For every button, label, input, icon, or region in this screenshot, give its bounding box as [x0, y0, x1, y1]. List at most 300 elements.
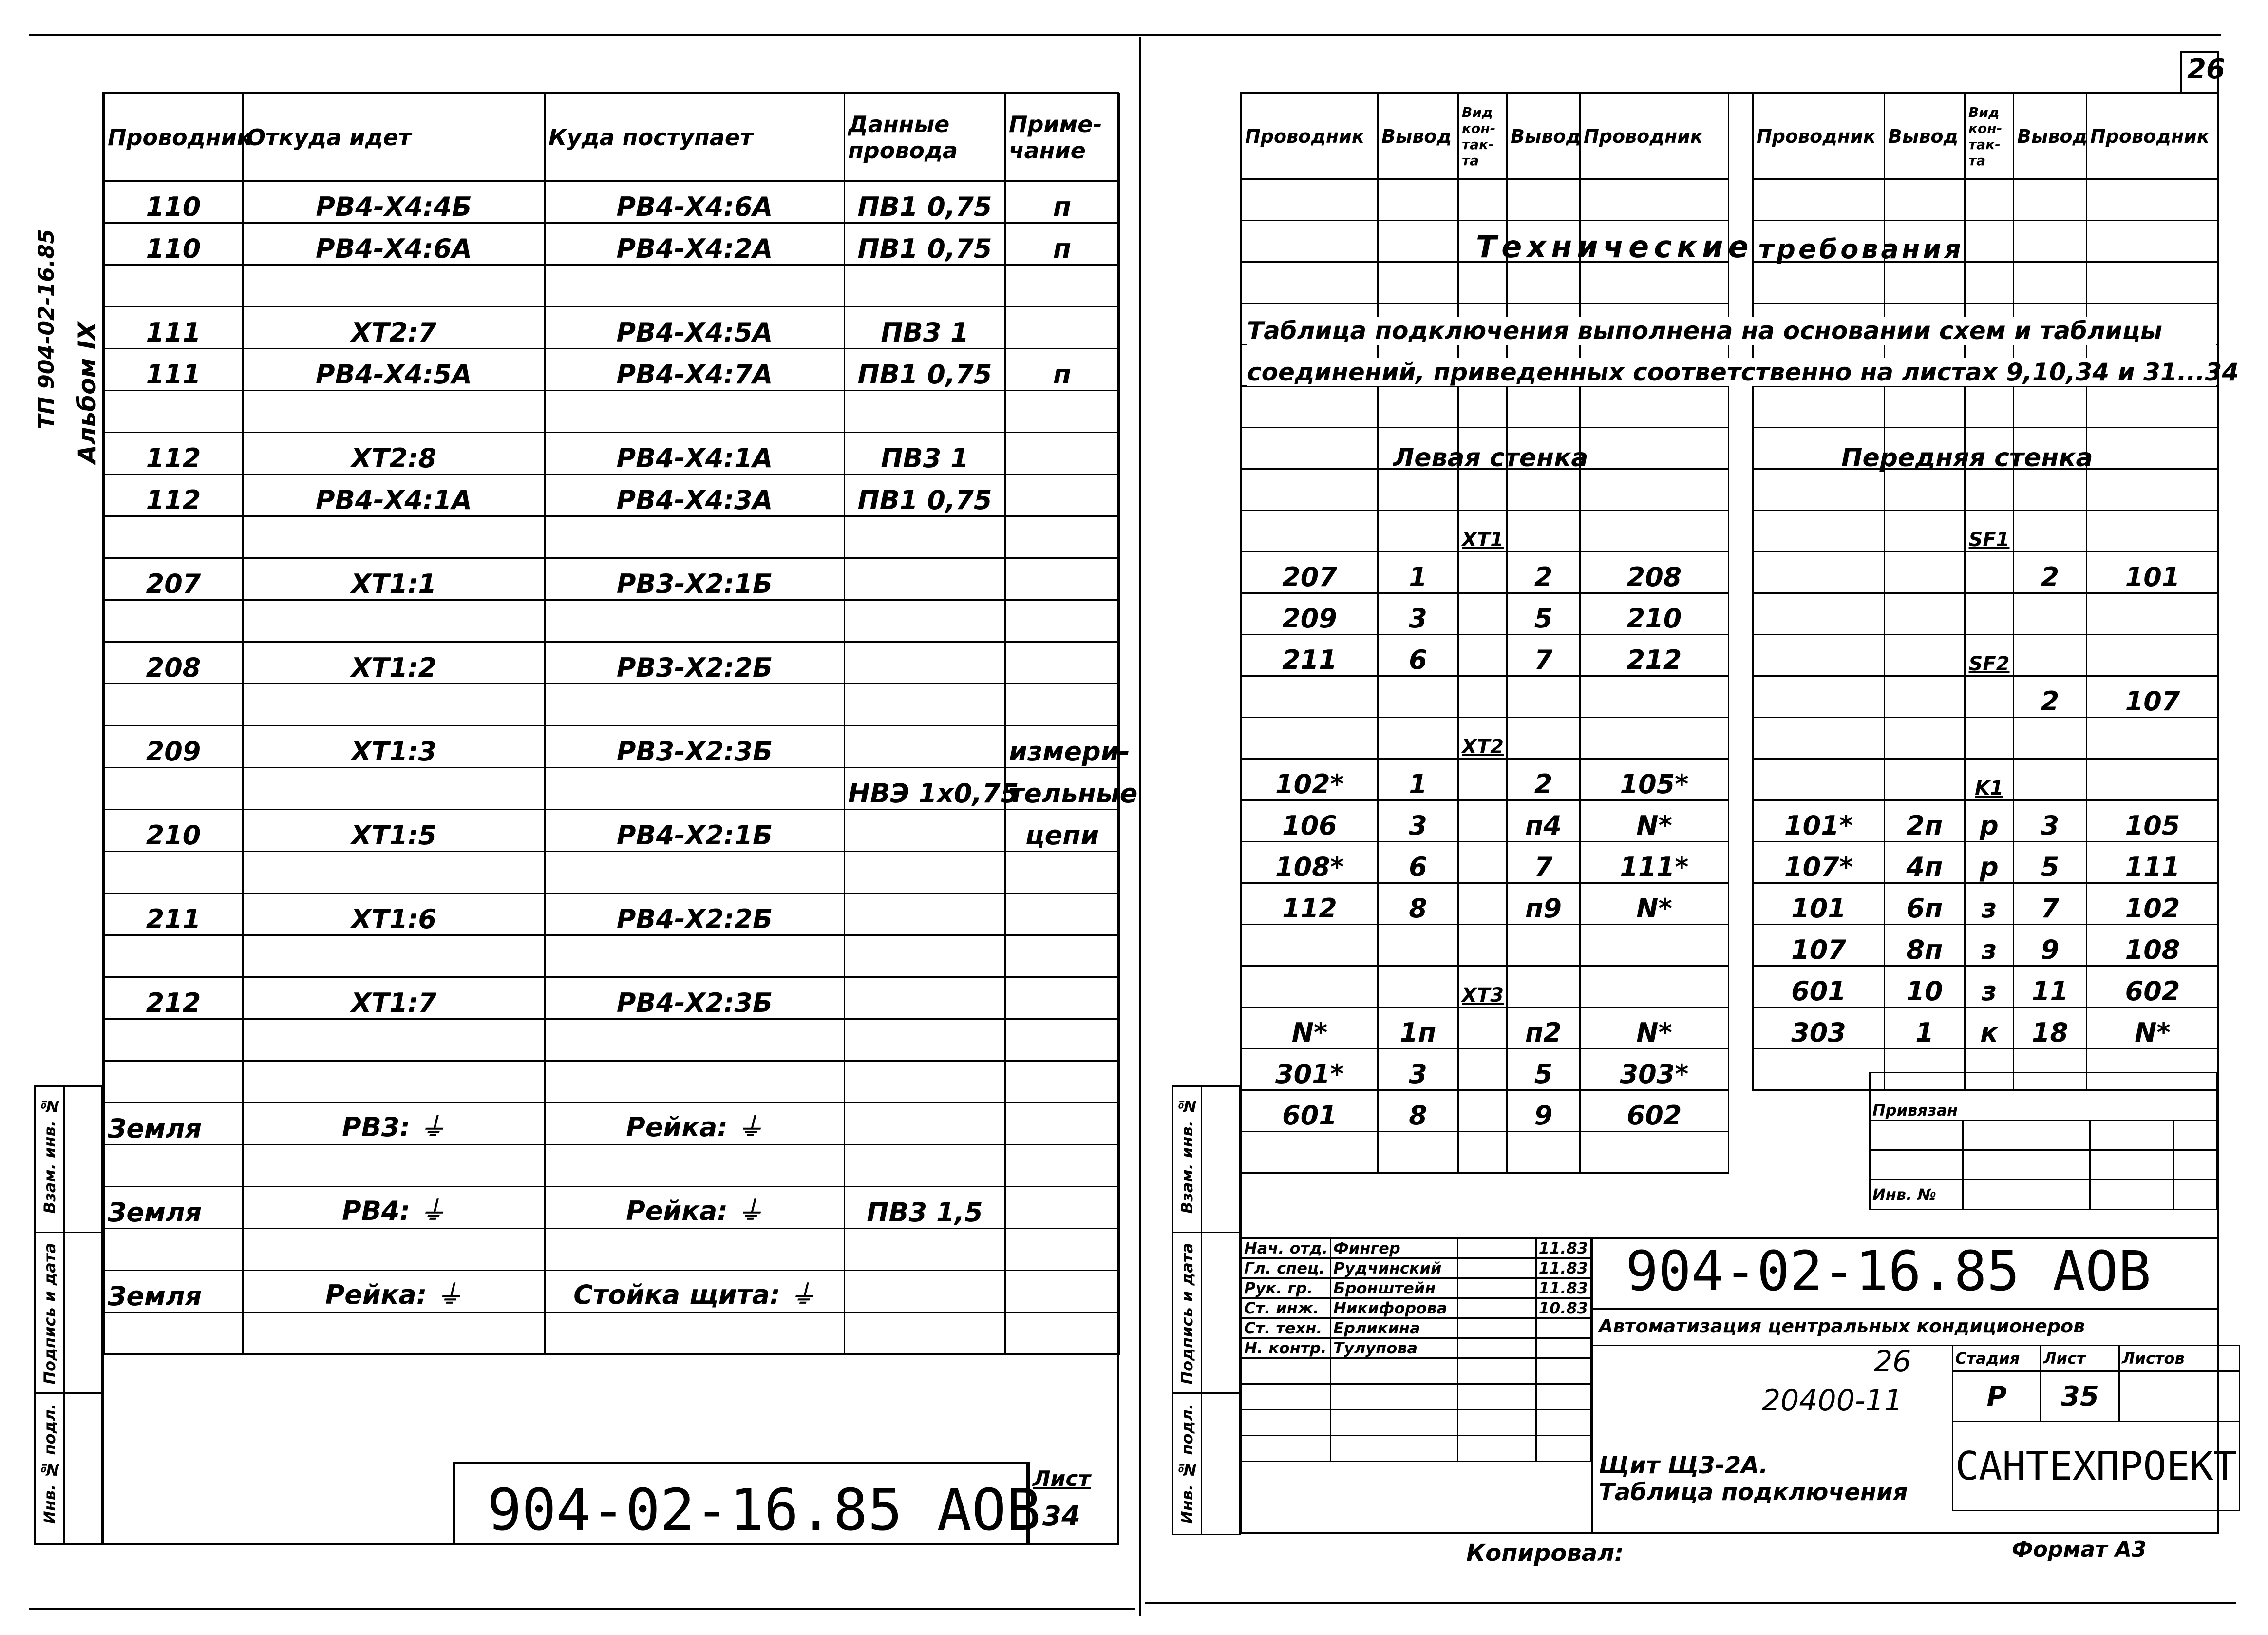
- cell: [1580, 676, 1729, 718]
- cell: [243, 852, 545, 894]
- cell: 303: [1753, 1008, 1885, 1049]
- cell: 107: [2087, 676, 2219, 718]
- sheets-header: Листов: [2119, 1346, 2240, 1371]
- cell: [1580, 718, 1729, 759]
- signer-role: Рук. гр.: [1242, 1278, 1331, 1298]
- cell: [1753, 386, 1885, 428]
- cell: [1753, 718, 1885, 759]
- cell: 210: [104, 810, 243, 852]
- cell: [845, 1229, 1005, 1271]
- table-row: [1242, 966, 1729, 1008]
- cell: Земля: [104, 1271, 243, 1312]
- left-sheet-label: Лист: [1033, 1466, 1091, 1491]
- cell: [1458, 842, 1507, 883]
- cell: 601: [1242, 1090, 1378, 1132]
- cell: 108: [2087, 925, 2219, 966]
- cell: ХТ1: [1458, 511, 1507, 552]
- cell: [845, 1271, 1005, 1312]
- sheets-value: [2119, 1371, 2240, 1422]
- cell: [1753, 469, 1885, 511]
- signer-sign: [1458, 1258, 1536, 1278]
- cell: ХТ1:3: [243, 726, 545, 768]
- cell: 602: [1580, 1090, 1729, 1132]
- signer-name: Фингер: [1331, 1238, 1458, 1258]
- cell: Стойка щита: ⏚: [545, 1271, 845, 1312]
- cell: [243, 265, 545, 307]
- cell: [545, 852, 845, 894]
- stage-header: Стадия: [1953, 1346, 2041, 1371]
- cell: [1378, 966, 1458, 1008]
- cell: [1242, 1358, 1331, 1384]
- title-line-2: Таблица подключения: [1599, 1479, 1908, 1506]
- cell: [1885, 262, 1965, 304]
- left-drawing-code: 904-02-16.85 АОВ: [487, 1476, 1041, 1543]
- cell: 1: [1378, 552, 1458, 593]
- cell: [1965, 718, 2014, 759]
- cell: [1885, 718, 1965, 759]
- table-row: [1753, 1008, 2219, 1049]
- cell: [1885, 511, 1965, 552]
- signer-date: 11.83: [1536, 1238, 1590, 1258]
- signer-row: [1242, 1258, 1591, 1278]
- signer-sign: [1458, 1298, 1536, 1318]
- cell: [845, 1103, 1005, 1145]
- cell: [1242, 718, 1378, 759]
- table-row: [1753, 925, 2219, 966]
- cell: [1458, 593, 1507, 635]
- cell: [1536, 1384, 1590, 1410]
- privyazan-block: [1869, 1072, 2218, 1210]
- cell: [1458, 552, 1507, 593]
- cell: [1507, 676, 1580, 718]
- table-row: [1242, 386, 1729, 428]
- cell: [1753, 676, 1885, 718]
- cell: [2014, 221, 2087, 262]
- cell: ХТ1:2: [243, 642, 545, 684]
- table-row: [104, 558, 1119, 600]
- signer-sign: [1458, 1338, 1536, 1358]
- cell: [845, 977, 1005, 1019]
- cell: [104, 516, 243, 558]
- cell: [1753, 511, 1885, 552]
- cell: [2087, 759, 2219, 800]
- cell: [1242, 966, 1378, 1008]
- cell: р: [1965, 842, 2014, 883]
- cell: [1507, 966, 1580, 1008]
- cell: [1458, 1410, 1536, 1436]
- cell: з: [1965, 883, 2014, 925]
- cell: [1507, 262, 1580, 304]
- cell: [1507, 925, 1580, 966]
- cell: [1885, 759, 1965, 800]
- cell: [1005, 1312, 1119, 1354]
- cell: [1580, 428, 1729, 469]
- cell: [1885, 552, 1965, 593]
- stage-block: [1952, 1345, 2240, 1511]
- cell: [104, 1312, 243, 1354]
- cell: [1458, 1436, 1536, 1462]
- cell: [1242, 469, 1378, 511]
- cell: [243, 1019, 545, 1061]
- right-side-stamp: [1172, 1085, 1241, 1535]
- cell: з: [1965, 925, 2014, 966]
- cell: [1242, 676, 1378, 718]
- signer-date: 11.83: [1536, 1258, 1590, 1278]
- cell: Земля: [104, 1187, 243, 1229]
- top-rule: [29, 34, 2221, 36]
- cell: 208: [104, 642, 243, 684]
- cell: [1458, 1008, 1507, 1049]
- cell: [1885, 179, 1965, 221]
- inv-no-label: Инв. №: [1870, 1180, 1963, 1210]
- cell: 112: [1242, 883, 1378, 925]
- cell: 207: [1242, 552, 1378, 593]
- cell: 107*: [1753, 842, 1885, 883]
- cell: Рейка: ⏚: [545, 1187, 845, 1229]
- signer-role: Ст. техн.: [1242, 1318, 1331, 1338]
- cell: [1005, 684, 1119, 726]
- table-row: [1242, 842, 1729, 883]
- cell: 212: [104, 977, 243, 1019]
- cell: з: [1965, 966, 2014, 1008]
- signer-sign: [1458, 1238, 1536, 1258]
- right-header-0: Проводник: [1242, 94, 1378, 179]
- table-row: [104, 977, 1119, 1019]
- cell: [1580, 925, 1729, 966]
- cell: [545, 1312, 845, 1354]
- cell: 112: [104, 433, 243, 475]
- signer-date: [1536, 1338, 1590, 1358]
- cell: РВ4-Х4:1А: [243, 475, 545, 516]
- cell: [1580, 511, 1729, 552]
- sheet-small: 26: [1874, 1345, 1911, 1379]
- cell: [845, 684, 1005, 726]
- signer-row: [1242, 1338, 1591, 1358]
- cell: [2014, 262, 2087, 304]
- cell: [545, 600, 845, 642]
- signer-name: Бронштейн: [1331, 1278, 1458, 1298]
- cell: [1536, 1358, 1590, 1384]
- cell: ХТ1:6: [243, 894, 545, 935]
- cell: РВ4-Х4:5А: [243, 349, 545, 391]
- cell: 7: [1507, 635, 1580, 676]
- right-header-1: Вывод: [1378, 94, 1458, 179]
- cell: 101*: [1753, 800, 1885, 842]
- cell: НВЭ 1х0,75: [845, 768, 1005, 810]
- cell: [1331, 1384, 1458, 1410]
- cell: SF1: [1965, 511, 2014, 552]
- cell: ХТ2:8: [243, 433, 545, 475]
- table-row: [1242, 718, 1729, 759]
- signer-name: Никифорова: [1331, 1298, 1458, 1318]
- table-row: [104, 1229, 1119, 1271]
- signer-name: Рудчинский: [1331, 1258, 1458, 1278]
- cell: РВ4-Х4:3А: [545, 475, 845, 516]
- cell: [1378, 386, 1458, 428]
- cell: [2014, 635, 2087, 676]
- table-row: [104, 516, 1119, 558]
- left-side-label-1: ТП 904-02-16.85: [34, 229, 59, 429]
- cell: 210: [1580, 593, 1729, 635]
- left-header-3: Данные провода: [845, 94, 1005, 181]
- cell: ХТ3: [1458, 966, 1507, 1008]
- cell: [845, 1019, 1005, 1061]
- cell: 303*: [1580, 1049, 1729, 1090]
- right-header-2: Вид кон-так-та: [1458, 94, 1507, 179]
- cell: [1458, 386, 1507, 428]
- cell: РВ4-Х4:5А: [545, 307, 845, 349]
- cell: [2014, 386, 2087, 428]
- cell: 111: [2087, 842, 2219, 883]
- cell: [1378, 221, 1458, 262]
- cell: 1: [1885, 1008, 1965, 1049]
- cell: [2087, 221, 2219, 262]
- cell: ХТ2: [1458, 718, 1507, 759]
- cell: [1005, 1271, 1119, 1312]
- cell: РВ3-Х2:1Б: [545, 558, 845, 600]
- cell: 105: [2087, 800, 2219, 842]
- cell: [1965, 221, 2014, 262]
- cell: [545, 516, 845, 558]
- cell: 10: [1885, 966, 1965, 1008]
- table-row: [104, 1271, 1119, 1312]
- table-row: [1242, 925, 1729, 966]
- cell: 2: [1507, 759, 1580, 800]
- cell: [1242, 386, 1378, 428]
- cell: SF2: [1965, 635, 2014, 676]
- cell: РВ4-Х4:6А: [545, 181, 845, 223]
- cell: [1378, 676, 1458, 718]
- cell: 6: [1378, 842, 1458, 883]
- cell: 1: [1378, 759, 1458, 800]
- cell: N*: [1580, 800, 1729, 842]
- cell: N*: [1580, 1008, 1729, 1049]
- table-row: [1753, 676, 2219, 718]
- cell: [104, 1145, 243, 1187]
- table-row: [1753, 800, 2219, 842]
- cell: измери-: [1005, 726, 1119, 768]
- cell: [1005, 852, 1119, 894]
- cell: 112: [104, 475, 243, 516]
- cell: РВ4-Х4:4Б: [243, 181, 545, 223]
- cell: РВ4-Х4:7А: [545, 349, 845, 391]
- cell: [243, 391, 545, 433]
- cell: [1507, 511, 1580, 552]
- cell: [1242, 221, 1378, 262]
- cell: [1378, 925, 1458, 966]
- cell: РВ3-Х2:2Б: [545, 642, 845, 684]
- cell: [2087, 469, 2219, 511]
- center-divider: [1139, 37, 1141, 1616]
- cell: 209: [104, 726, 243, 768]
- cell: [545, 1229, 845, 1271]
- table-row: [1753, 718, 2219, 759]
- cell: [845, 1145, 1005, 1187]
- cell: [243, 1229, 545, 1271]
- cell: [2087, 593, 2219, 635]
- tech-line-1: Таблица подключения выполнена на основании схем и таблицы: [1247, 317, 2216, 345]
- cell: РВ4-Х2:1Б: [545, 810, 845, 852]
- table-row: [104, 181, 1119, 223]
- cell: 3: [1378, 593, 1458, 635]
- cell: РВ3: ⏚: [243, 1103, 545, 1145]
- title-block: [1241, 1072, 2237, 1533]
- cell: 602: [2087, 966, 2219, 1008]
- cell: [1507, 179, 1580, 221]
- cell: РВ4-Х2:2Б: [545, 894, 845, 935]
- signer-row: [1242, 1318, 1591, 1338]
- cell: [1005, 1019, 1119, 1061]
- table-row: [104, 600, 1119, 642]
- tech-title-1: Технические: [1476, 229, 1754, 265]
- cell: [1242, 179, 1378, 221]
- cell: [1242, 511, 1378, 552]
- table-row: [1753, 511, 2219, 552]
- cell: ХТ1:5: [243, 810, 545, 852]
- cell: 105*: [1580, 759, 1729, 800]
- table-row: [1242, 883, 1729, 925]
- cell: 5: [2014, 842, 2087, 883]
- cell: [545, 768, 845, 810]
- table-row: [1753, 759, 2219, 800]
- cell: 3: [1378, 1049, 1458, 1090]
- right-drawing-code: 904-02-16.85 АОВ: [1625, 1240, 2151, 1303]
- left-sheet-value: 34: [1042, 1501, 1080, 1532]
- stage-value: Р: [1953, 1371, 2041, 1422]
- table-row: [104, 1312, 1119, 1354]
- signers-block: [1241, 1237, 1591, 1462]
- cell: [243, 768, 545, 810]
- right-header-4: Проводник: [1580, 94, 1729, 179]
- right-header-3: Вывод: [1507, 94, 1580, 179]
- signer-name: Тулупова: [1331, 1338, 1458, 1358]
- cell: [1005, 935, 1119, 977]
- cell: [545, 1061, 845, 1103]
- cell: [545, 265, 845, 307]
- cell: [845, 516, 1005, 558]
- cell: [2087, 179, 2219, 221]
- table-row: [1753, 635, 2219, 676]
- cell: [1378, 718, 1458, 759]
- cell: [845, 935, 1005, 977]
- cell: 301*: [1242, 1049, 1378, 1090]
- cell: [1378, 179, 1458, 221]
- cell: [2014, 759, 2087, 800]
- signer-role: Гл. спец.: [1242, 1258, 1331, 1278]
- cell: [1331, 1410, 1458, 1436]
- cell: 101: [2087, 552, 2219, 593]
- table-row: [104, 391, 1119, 433]
- cell: [545, 1019, 845, 1061]
- cell: [104, 935, 243, 977]
- cell: [104, 1019, 243, 1061]
- cell: [1378, 262, 1458, 304]
- signer-row: [1242, 1278, 1591, 1298]
- cell: 3: [2014, 800, 2087, 842]
- cell: 110: [104, 223, 243, 265]
- cell: 11: [2014, 966, 2087, 1008]
- cell: [243, 1061, 545, 1103]
- cell: ПВ1 0,75: [845, 475, 1005, 516]
- cell: [845, 265, 1005, 307]
- table-row: [1753, 593, 2219, 635]
- left-header-0: Проводник: [104, 94, 243, 181]
- table-row: [104, 852, 1119, 894]
- cell: [1005, 1103, 1119, 1145]
- cell: [243, 516, 545, 558]
- cell: [1885, 469, 1965, 511]
- signer-row-empty: [1242, 1384, 1591, 1410]
- table-row: [1242, 759, 1729, 800]
- cell: Рейка: ⏚: [243, 1271, 545, 1312]
- cell: 18: [2014, 1008, 2087, 1049]
- cell: [1507, 718, 1580, 759]
- cell: [1753, 593, 1885, 635]
- table-row: [1753, 262, 2219, 304]
- cell: [1242, 428, 1378, 469]
- left-wall-label: Левая стенка: [1393, 443, 1588, 473]
- bottom-rule-left: [29, 1608, 1135, 1610]
- tech-line-2: соединений, приведенных соответственно на листах 9,10,34 и 31...34: [1247, 358, 2239, 386]
- r-side-stamp-3: Инв. № подл.: [1178, 1404, 1196, 1524]
- cell: п2: [1507, 1008, 1580, 1049]
- cell: [1458, 676, 1507, 718]
- cell: 208: [1580, 552, 1729, 593]
- table-row: [104, 475, 1119, 516]
- cell: ХТ1:1: [243, 558, 545, 600]
- cell: [1005, 516, 1119, 558]
- cell: 3: [1378, 800, 1458, 842]
- cell: [1580, 966, 1729, 1008]
- cell: [2014, 718, 2087, 759]
- cell: р: [1965, 800, 2014, 842]
- cell: 207: [104, 558, 243, 600]
- cell: [1378, 469, 1458, 511]
- table-row: [1242, 593, 1729, 635]
- cell: [1965, 386, 2014, 428]
- cell: РВ3-Х2:3Б: [545, 726, 845, 768]
- table-row: [1753, 386, 2219, 428]
- table-row: [104, 642, 1119, 684]
- cell: ПВ3 1: [845, 307, 1005, 349]
- cell: [1753, 635, 1885, 676]
- signer-date: [1536, 1318, 1590, 1338]
- cell: [2014, 469, 2087, 511]
- signer-row-empty: [1242, 1358, 1591, 1384]
- cell: [104, 684, 243, 726]
- cell: [1242, 1410, 1331, 1436]
- cell: [243, 1312, 545, 1354]
- cell: [1536, 1410, 1590, 1436]
- cell: 2: [2014, 676, 2087, 718]
- cell: [1458, 759, 1507, 800]
- cell: [845, 810, 1005, 852]
- table-row: [1753, 469, 2219, 511]
- format-label: Формат А3: [2012, 1537, 2147, 1562]
- cell: ХТ2:7: [243, 307, 545, 349]
- cell: [545, 391, 845, 433]
- cell: [845, 726, 1005, 768]
- cell: [104, 852, 243, 894]
- cell: [1005, 391, 1119, 433]
- signer-role: Н. контр.: [1242, 1338, 1331, 1358]
- cell: [1005, 433, 1119, 475]
- cell: [1965, 552, 2014, 593]
- right-header-3: Вывод: [2014, 94, 2087, 179]
- cell: [2087, 262, 2219, 304]
- cell: 102*: [1242, 759, 1378, 800]
- cell: [1458, 925, 1507, 966]
